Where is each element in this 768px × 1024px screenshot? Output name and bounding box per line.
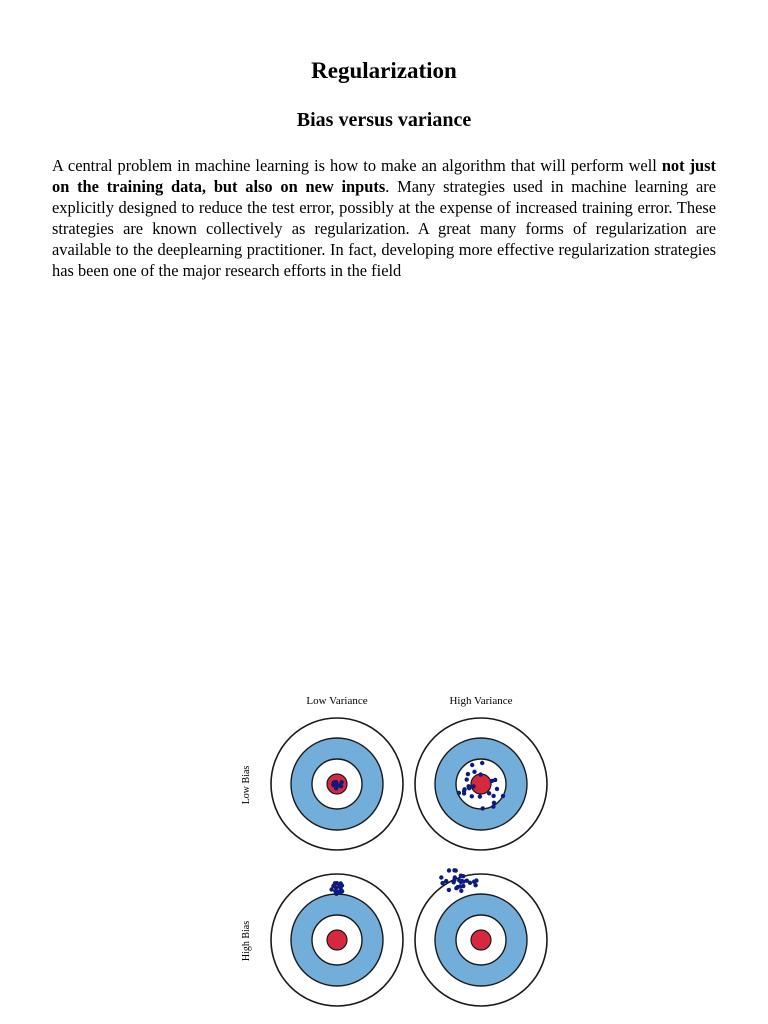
sample-point [457, 791, 461, 795]
paragraph-bold-phrase: not just on the training data, but also on new inputs [52, 156, 716, 196]
sample-point [461, 879, 465, 883]
target-low-bias-low-variance [271, 718, 403, 850]
sample-point [492, 801, 496, 805]
sample-point [331, 884, 335, 888]
sample-point [439, 875, 443, 879]
sample-point [491, 794, 495, 798]
sample-point [461, 884, 465, 888]
sample-point [470, 763, 474, 767]
sample-point [337, 884, 341, 888]
sample-point [471, 784, 475, 788]
sample-point [447, 888, 451, 892]
column-label-low-variance: Low Variance [306, 695, 368, 707]
sample-point [472, 880, 476, 884]
sample-point [335, 783, 339, 787]
sample-point [465, 777, 469, 781]
sample-point [487, 791, 491, 795]
target-high-bias-low-variance [271, 874, 403, 1006]
sample-point [478, 772, 482, 776]
row-label-high-bias: High Bias [241, 920, 252, 962]
sample-point [457, 878, 461, 882]
sample-point [453, 875, 457, 879]
paragraph-text-start: A central problem in machine learning is how to make an algorithm that will perform well [52, 156, 662, 175]
sample-point [478, 794, 482, 798]
sample-point [480, 761, 484, 765]
bullseye [327, 930, 347, 950]
sample-point [454, 868, 458, 872]
sample-point [447, 868, 451, 872]
sample-point [468, 881, 472, 885]
target-low-bias-high-variance [415, 718, 547, 850]
sample-point [332, 781, 336, 785]
sample-point [459, 874, 463, 878]
sample-point [456, 885, 460, 889]
sample-point [462, 787, 466, 791]
sample-point [339, 890, 343, 894]
sample-point [440, 881, 444, 885]
sample-point [339, 780, 343, 784]
bullseye [471, 930, 491, 950]
paragraph-text-end: . Many strategies used in machine learning are explicitly designed to reduce the test error, possibly at the expense of increased training error. These strategies are known collectively as regularization. A great many forms of regularization are available to the deeplearning practitioner. In fact, developing more effective regularization strategies has been one of the major research efforts in the field [52, 177, 716, 280]
bias-variance-diagram [222, 683, 562, 1021]
sample-point [470, 794, 474, 798]
sample-point [481, 806, 485, 810]
sample-point [501, 794, 505, 798]
sample-point [493, 778, 497, 782]
sample-point [491, 804, 495, 808]
column-label-high-variance: High Variance [449, 695, 513, 707]
sample-point [466, 772, 470, 776]
sample-point [451, 880, 455, 884]
row-label-low-bias: Low Bias [241, 765, 252, 805]
section-heading: Bias versus variance [296, 109, 472, 131]
page-title: Regularization [311, 58, 457, 83]
sample-point [495, 787, 499, 791]
sample-point [459, 889, 463, 893]
bias-variance-figure [222, 683, 562, 1021]
body-paragraph [52, 155, 716, 281]
sample-point [466, 784, 470, 788]
bullseye [471, 774, 491, 794]
sample-point [334, 892, 338, 896]
target-high-bias-high-variance [415, 868, 547, 1006]
sample-point [472, 770, 476, 774]
